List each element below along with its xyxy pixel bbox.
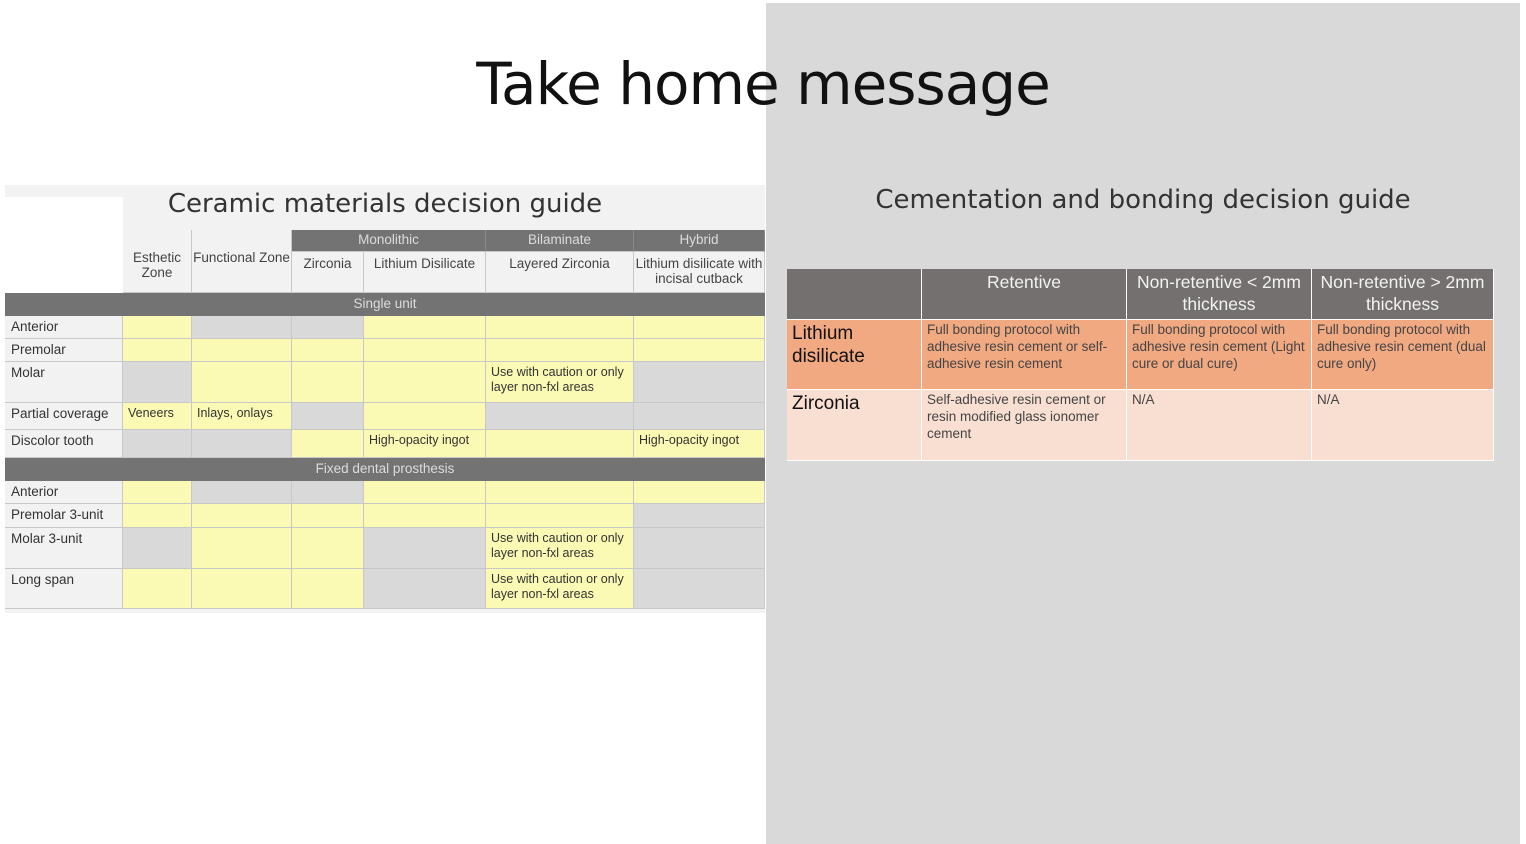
matrix-cell (364, 481, 486, 504)
matrix-cell (292, 430, 364, 458)
matrix-cell (634, 528, 765, 569)
column-header: Non-retentive > 2mm thickness (1312, 269, 1494, 320)
row-label: Anterior (5, 316, 123, 339)
matrix-cell (123, 481, 192, 504)
matrix-cell (292, 569, 364, 609)
column-header: Lithium Disilicate (364, 252, 486, 293)
matrix-cell (634, 569, 765, 609)
row-label: Lithium disilicate (787, 320, 922, 390)
row-label: Molar 3-unit (5, 528, 123, 569)
matrix-cell: Use with caution or only layer non-fxl areas (486, 362, 634, 403)
table-cell: Self-adhesive resin cement or resin modified glass ionomer cement (922, 390, 1127, 461)
matrix-cell (123, 569, 192, 609)
row-label: Molar (5, 362, 123, 403)
matrix-cell (634, 339, 765, 362)
matrix-cell (123, 316, 192, 339)
table-cell: Full bonding protocol with adhesive resin cement or self-adhesive resin cement (922, 320, 1127, 390)
matrix-cell (192, 430, 292, 458)
matrix-cell: Veneers (123, 403, 192, 430)
matrix-cell (192, 316, 292, 339)
matrix-cell (123, 430, 192, 458)
ceramic-guide-table (5, 185, 765, 613)
matrix-cell (486, 316, 634, 339)
matrix-cell (634, 362, 765, 403)
matrix-cell (192, 362, 292, 403)
matrix-cell: Use with caution or only layer non-fxl areas (486, 528, 634, 569)
cementation-guide-title: Cementation and bonding decision guide (875, 185, 1411, 215)
row-label: Anterior (5, 481, 123, 504)
section-band: Single unit (5, 293, 765, 316)
matrix-cell (123, 362, 192, 403)
matrix-cell (364, 339, 486, 362)
section-band: Fixed dental prosthesis (5, 458, 765, 481)
matrix-cell (634, 403, 765, 430)
column-header: Functional Zone (192, 230, 292, 293)
matrix-cell: Inlays, onlays (192, 403, 292, 430)
column-header: Layered Zirconia (486, 252, 634, 293)
column-header: Zirconia (292, 252, 364, 293)
matrix-cell (292, 528, 364, 569)
row-label: Partial coverage (5, 403, 123, 430)
matrix-cell (123, 504, 192, 528)
matrix-cell (486, 481, 634, 504)
matrix-cell (192, 528, 292, 569)
matrix-cell (292, 403, 364, 430)
matrix-cell (634, 504, 765, 528)
row-label: Premolar 3-unit (5, 504, 123, 528)
matrix-cell (364, 403, 486, 430)
matrix-cell (192, 481, 292, 504)
matrix-cell (364, 362, 486, 403)
matrix-cell (123, 528, 192, 569)
row-label: Premolar (5, 339, 123, 362)
matrix-cell (486, 339, 634, 362)
column-group-header: Hybrid (634, 230, 765, 252)
row-label: Discolor tooth (5, 430, 123, 458)
matrix-cell (292, 339, 364, 362)
matrix-cell (486, 504, 634, 528)
matrix-cell (634, 481, 765, 504)
matrix-cell (364, 504, 486, 528)
matrix-cell (486, 403, 634, 430)
matrix-cell (123, 339, 192, 362)
matrix-cell (634, 316, 765, 339)
matrix-cell: High-opacity ingot (364, 430, 486, 458)
matrix-cell: Use with caution or only layer non-fxl areas (486, 569, 634, 609)
matrix-cell (292, 316, 364, 339)
column-header: Retentive (922, 269, 1127, 320)
table-cell: N/A (1127, 390, 1312, 461)
table-cell: N/A (1312, 390, 1494, 461)
header-corner (787, 269, 922, 320)
matrix-cell (292, 362, 364, 403)
matrix-cell: High-opacity ingot (634, 430, 765, 458)
row-label: Long span (5, 569, 123, 609)
column-header: Lithium disilicate with incisal cutback (634, 252, 765, 293)
matrix-cell (364, 316, 486, 339)
row-label: Zirconia (787, 390, 922, 461)
matrix-cell (192, 504, 292, 528)
column-group-header: Bilaminate (486, 230, 634, 252)
matrix-cell (292, 504, 364, 528)
column-group-header: Monolithic (292, 230, 486, 252)
matrix-cell (364, 569, 486, 609)
matrix-cell (192, 339, 292, 362)
slide (3, 3, 1520, 844)
matrix-cell (292, 481, 364, 504)
ceramic-guide-title: Ceramic materials decision guide (167, 189, 603, 219)
column-header: Esthetic Zone (123, 230, 192, 293)
slide-title: Take home message (476, 50, 1050, 118)
table-cell: Full bonding protocol with adhesive resin cement (dual cure only) (1312, 320, 1494, 390)
matrix-cell (192, 569, 292, 609)
column-header: Non-retentive < 2mm thickness (1127, 269, 1312, 320)
matrix-cell (364, 528, 486, 569)
table-cell: Full bonding protocol with adhesive resin cement (Light cure or dual cure) (1127, 320, 1312, 390)
matrix-cell (486, 430, 634, 458)
